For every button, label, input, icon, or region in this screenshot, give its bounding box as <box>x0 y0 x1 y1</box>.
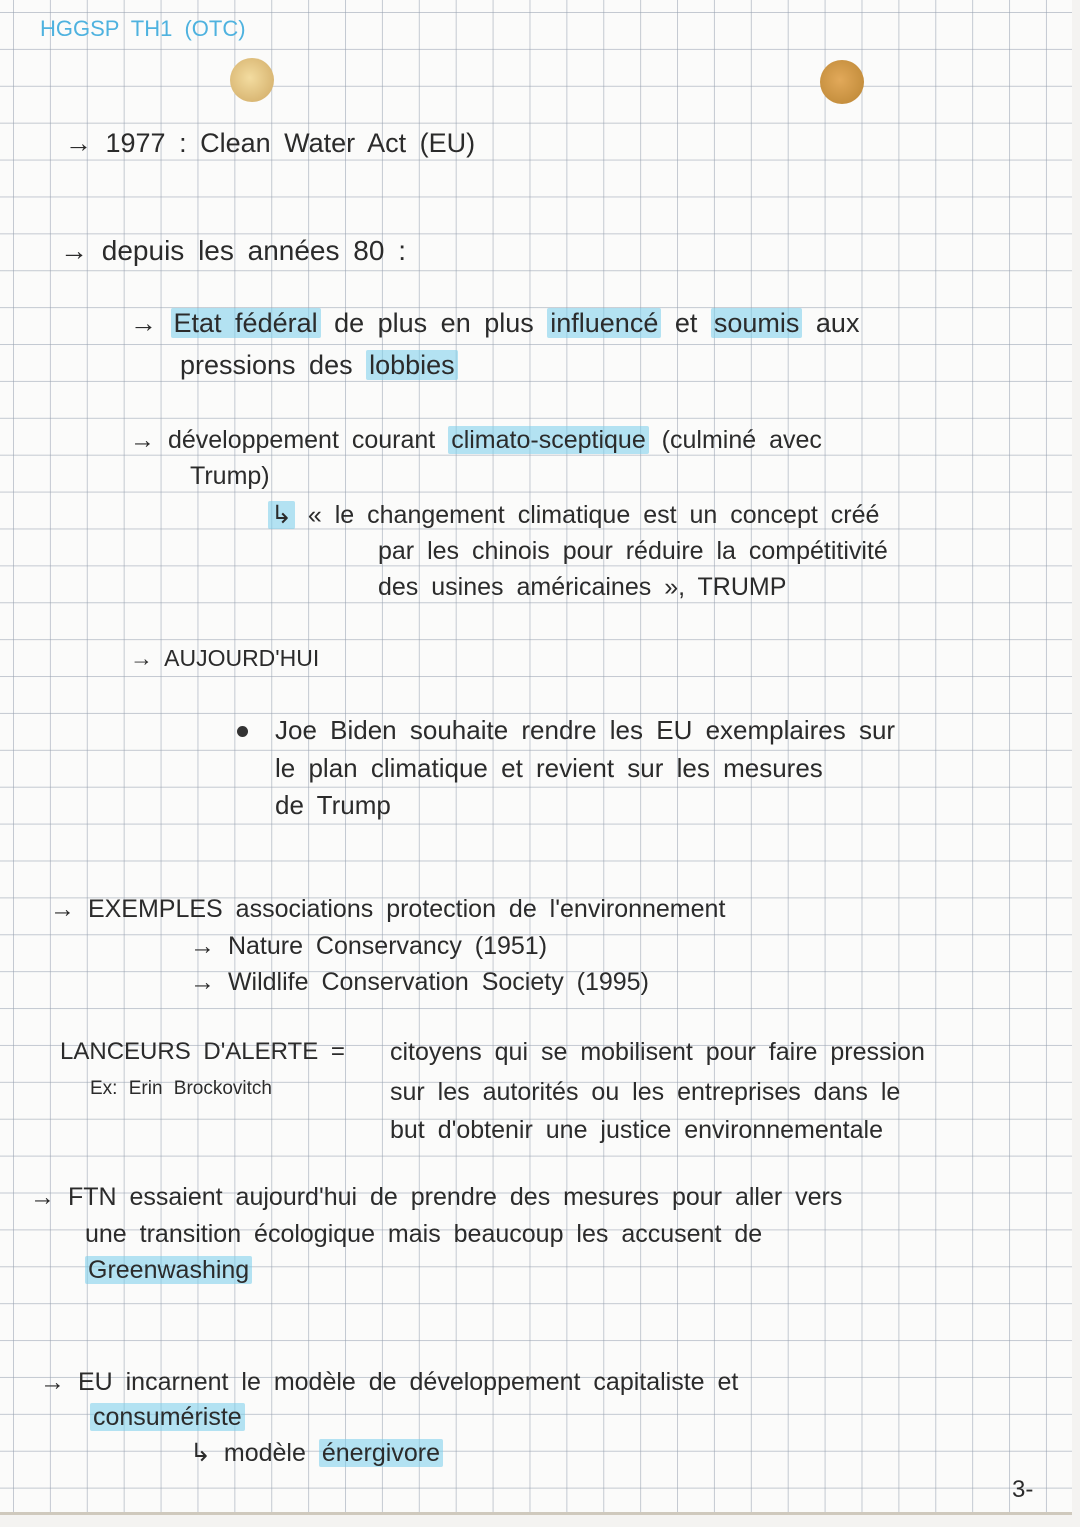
note-text: → Wildlife Conservation Society (1995) <box>190 968 649 996</box>
note-text: → EXEMPLES associations protection de l'environnement <box>50 895 726 923</box>
note-text: LANCEURS D'ALERTE = <box>60 1038 345 1065</box>
note-text: pressions des <box>180 350 367 380</box>
note-line <box>275 790 391 821</box>
note-text: Trump) <box>190 462 270 490</box>
page-number: 3- <box>1012 1476 1034 1503</box>
note-text: → FTN essaient aujourd'hui de prendre des mesures pour aller vers <box>30 1183 843 1211</box>
note-text: ↳ modèle <box>190 1439 319 1467</box>
note-text: → AUJOURD'HUI <box>130 645 320 671</box>
note-line <box>390 1078 900 1107</box>
note-line <box>190 932 547 961</box>
note-text: sur les autorités ou les entreprises dans le <box>390 1078 901 1106</box>
note-line <box>190 1438 443 1468</box>
note-text: des usines américaines », TRUMP <box>378 573 787 601</box>
punch-hole <box>230 58 274 102</box>
note-text: citoyens qui se mobilisent pour faire pression <box>390 1038 925 1066</box>
note-text: par les chinois pour réduire la compétitivité <box>378 537 888 565</box>
note-text: (culminé avec <box>648 426 822 454</box>
note-text: aux <box>802 308 860 338</box>
highlighted-text: soumis <box>711 308 803 338</box>
note-text: une transition écologique mais beaucoup les accusent de <box>85 1220 763 1248</box>
note-line <box>275 715 895 746</box>
note-line <box>390 1038 925 1067</box>
note-text: → développement courant <box>130 426 449 454</box>
note-text: → Nature Conservancy (1951) <box>190 932 548 960</box>
note-text: Joe Biden souhaite rendre les EU exemplaires sur <box>275 715 896 745</box>
highlighted-text: influencé <box>547 308 661 338</box>
note-line <box>180 350 458 381</box>
bullet-icon <box>237 726 248 737</box>
note-line <box>268 500 879 530</box>
note-line <box>378 573 786 602</box>
note-line <box>85 1220 762 1249</box>
note-text: de Trump <box>275 790 391 820</box>
highlighted-text: Greenwashing <box>85 1256 252 1284</box>
note-line <box>50 895 725 924</box>
page-title: HGGSP TH1 (OTC) <box>40 16 246 41</box>
note-line <box>85 1256 252 1285</box>
note-line <box>65 128 475 159</box>
note-line <box>60 1038 345 1066</box>
note-text: → <box>130 308 171 338</box>
note-line <box>90 1078 272 1100</box>
note-text: « le changement climatique est un concept créé <box>294 501 880 529</box>
note-line <box>130 308 859 339</box>
note-line <box>90 1403 245 1432</box>
note-line <box>275 753 823 784</box>
note-line <box>190 968 649 997</box>
note-line <box>30 1183 842 1212</box>
note-text: → EU incarnent le modèle de développement capitaliste et <box>40 1368 739 1396</box>
note-text: et <box>661 308 711 338</box>
highlighted-text: climato-sceptique <box>448 426 649 454</box>
highlighted-text: énergivore <box>319 1439 443 1467</box>
highlighted-text: ↳ <box>268 501 295 529</box>
note-line <box>390 1116 883 1145</box>
note-line <box>130 426 822 455</box>
note-line <box>60 235 406 267</box>
note-line <box>190 462 270 491</box>
note-text: de plus en plus <box>320 308 548 338</box>
note-line <box>378 537 888 566</box>
punch-hole <box>820 60 864 104</box>
highlighted-text: lobbies <box>366 350 458 380</box>
note-text: → depuis les années 80 : <box>60 235 406 266</box>
highlighted-text: Etat fédéral <box>171 308 321 338</box>
note-text: le plan climatique et revient sur les mesures <box>275 753 823 783</box>
highlighted-text: consumériste <box>90 1403 245 1431</box>
note-line <box>130 645 319 672</box>
note-line <box>40 1368 738 1397</box>
note-text: Ex: Erin Brockovitch <box>90 1078 272 1099</box>
note-text: → 1977 : Clean Water Act (EU) <box>65 128 476 158</box>
note-text: but d'obtenir une justice environnementale <box>390 1116 883 1144</box>
